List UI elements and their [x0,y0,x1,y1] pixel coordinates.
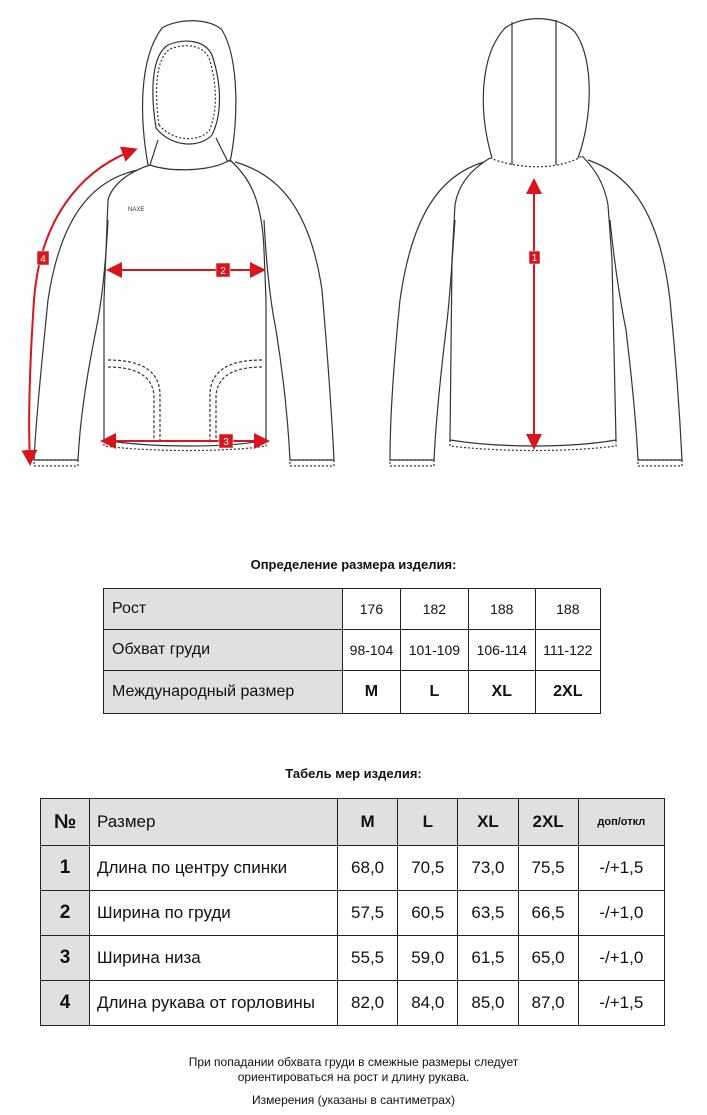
table-cell: 188 [468,589,535,630]
measurements-table [40,798,665,1026]
table-cell: 61,5 [458,936,518,981]
note-line-3: Измерения (указаны в сантиметрах) [252,1093,455,1107]
header-size: XL [458,799,518,846]
table-cell: M [343,671,401,714]
brand-logo: NAXE [128,207,145,213]
svg-text:3: 3 [223,437,229,448]
table-cell: 59,0 [398,936,458,981]
table-cell: 101-109 [400,630,468,671]
table-cell: 98-104 [343,630,401,671]
table-cell: 176 [343,589,401,630]
svg-text:2: 2 [220,266,226,277]
row-name: Длина рукава от горловины [90,981,338,1026]
row-tolerance: -/+1,5 [578,846,664,891]
row-label: Обхват груди [104,630,343,671]
table-cell: 60,5 [398,891,458,936]
table-cell: 111-122 [535,630,600,671]
table-cell: 106-114 [468,630,535,671]
measurements-title: Табель мер изделия: [285,766,422,781]
table-cell: 84,0 [398,981,458,1026]
header-name: Размер [90,799,338,846]
size-definition-table [103,588,601,714]
table-row [104,589,601,630]
row-number: 4 [41,981,90,1026]
svg-text:4: 4 [40,254,46,265]
table-cell: 63,5 [458,891,518,936]
size-definition-title: Определение размера изделия: [250,557,457,572]
marker-2 [216,263,230,277]
measurement-lines [29,150,534,462]
table-cell: 55,5 [338,936,398,981]
table-cell: 70,5 [398,846,458,891]
svg-text:1: 1 [531,253,538,264]
marker-1 [529,251,540,264]
table-cell: 66,5 [518,891,578,936]
row-tolerance: -/+1,0 [578,936,664,981]
row-tolerance: -/+1,5 [578,981,664,1026]
note-line-1: При попадании обхвата груди в смежные размеры следует [188,1055,519,1069]
table-row [41,891,665,936]
table-cell: 82,0 [338,981,398,1026]
table-cell: 85,0 [458,981,518,1026]
table-cell: 87,0 [518,981,578,1026]
marker-3 [219,434,233,448]
garment-illustration [0,0,707,480]
row-name: Длина по центру спинки [90,846,338,891]
row-number: 1 [41,846,90,891]
table-row [41,936,665,981]
header-tolerance: доп/откл [578,799,664,846]
table-cell: 75,5 [518,846,578,891]
header-size: 2XL [518,799,578,846]
table-cell: L [400,671,468,714]
row-label: Рост [104,589,343,630]
note-line-2: ориентироваться на рост и длину рукава. [237,1070,470,1084]
header-size: L [398,799,458,846]
back-view [390,19,682,466]
marker-4 [37,251,49,265]
table-cell: 57,5 [338,891,398,936]
row-name: Ширина низа [90,936,338,981]
row-number: 3 [41,936,90,981]
table-row [104,671,601,714]
front-view [34,21,334,466]
header-num: № [41,799,90,846]
table-cell: 73,0 [458,846,518,891]
table-row [104,630,601,671]
row-tolerance: -/+1,0 [578,891,664,936]
table-cell: 68,0 [338,846,398,891]
row-label: Международный размер [104,671,343,714]
table-cell: XL [468,671,535,714]
table-cell: 182 [400,589,468,630]
header-size: M [338,799,398,846]
row-number: 2 [41,891,90,936]
table-header-row [41,799,665,846]
table-cell: 2XL [535,671,600,714]
row-name: Ширина по груди [90,891,338,936]
table-cell: 65,0 [518,936,578,981]
table-row [41,981,665,1026]
table-cell: 188 [535,589,600,630]
table-row [41,846,665,891]
